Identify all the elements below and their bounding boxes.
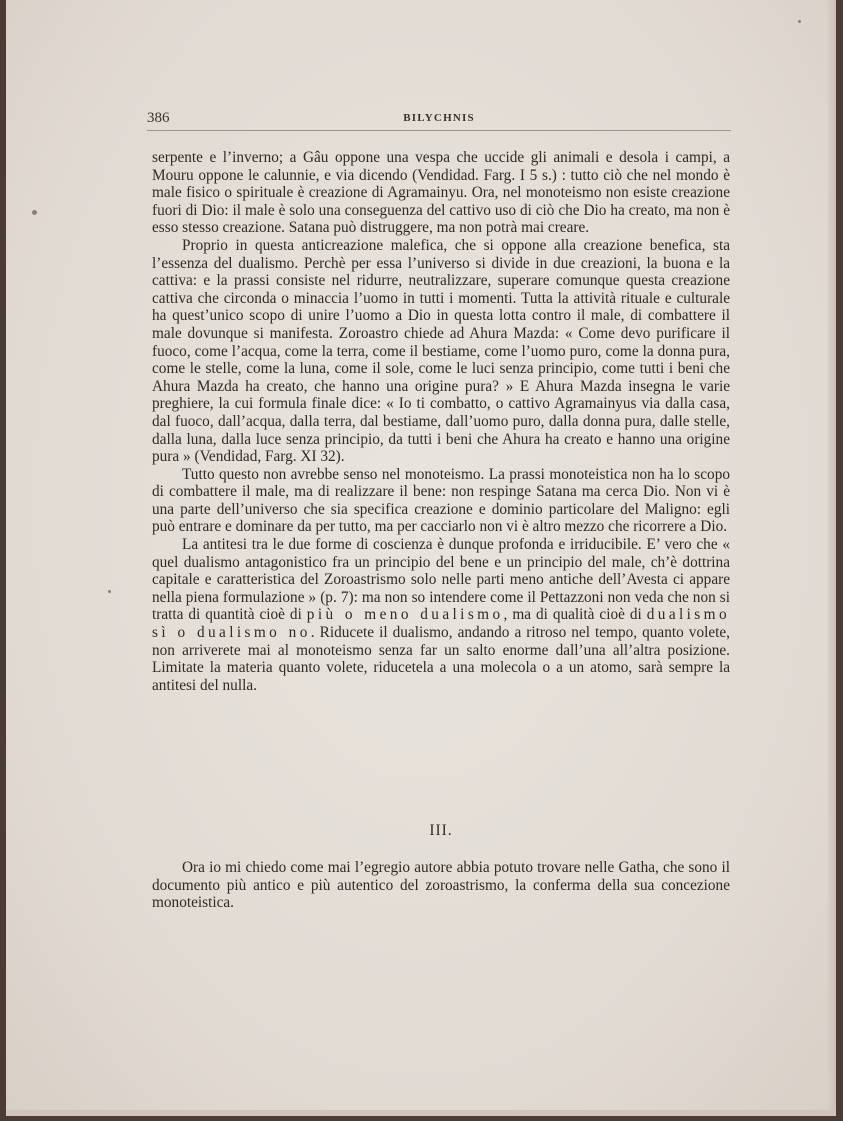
paragraph-4-text-b: , ma di qualità cioè di — [503, 606, 647, 624]
page-bottom-edge — [6, 1110, 836, 1116]
paragraph-4-text-c: . Riducete il dualismo, andando a ritroso nel tempo, quanto volete, non arriverete mai al monoteismo senza far un salto enorme dall’una all’altra posizione. Limitate la materia quanto volete, riducetela a una molecola o a un atomo, sarà sempre la antitesi del nulla. — [152, 624, 730, 694]
paragraph-2: Proprio in questa anticreazione malefica, che si oppone alla creazione benefica, sta l’essenza del dualismo. Perchè per essa l’universo si divide in due creazioni, la buona e la cattiva: e la prassi consiste nel ridurre, neutralizzare, superare comunque questa creazione cattiva che circonda o minaccia l’uomo in tutti i momenti. Tutta la attività rituale e culturale ha quest’unico scopo di unire l’uomo a Dio in questa lotta contro il male, di combattere il male dovunque si manifesta. Zoroastro chiede ad Ahura Mazda: « Come devo purificare il fuoco, come l’acqua, come la terra, come il bestiame, come l’uomo puro, come la donna pura, come le stelle, come la luna, come il sole, come le luci senza principio, come tutti i beni che Ahura Mazda ha creato, che hanno una origine pura? » E Ahura Mazda insegna le varie preghiere, la cui formula finale dice: « Io ti combatto, o cattivo Agramainyus via dalla casa, dal fuoco, dall’acqua, dalla terra, dal bestiame, dall’uomo puro, dalla donna pura, dalle stelle, dalla luna, dalla luce senza principio, da tutti i beni che Ahura ha creato e hanno una origine pura » (Vendidad, Farg. XI 32). — [152, 236, 730, 466]
page-edge — [828, 0, 836, 1116]
section-heading: III. — [429, 822, 453, 839]
section-body — [152, 859, 730, 912]
body-text — [152, 149, 730, 694]
page-header — [147, 110, 731, 131]
paragraph-4 — [152, 536, 730, 694]
paper-speck — [108, 590, 111, 593]
paper-speck — [798, 20, 801, 23]
emphasis-more-or-less-dualism: più o meno dualismo — [306, 606, 504, 624]
page-number: 386 — [147, 110, 170, 126]
book-page — [6, 0, 836, 1116]
emphasis-dualism-yes-or-no: dualismo sì o dualismo no — [152, 606, 731, 642]
section-paragraph: Ora io mi chiedo come mai l’egregio autore abbia potuto trovare nelle Gatha, che sono il documento più antico e più autentico del zoroastrismo, la conferma della sua concezione monoteistica. — [152, 859, 730, 912]
running-head: BILYCHNIS — [403, 112, 475, 124]
paper-speck — [32, 210, 37, 215]
paragraph-3: Tutto questo non avrebbe senso nel monoteismo. La prassi monoteistica non ha lo scopo di combattere il male, ma di realizzare il bene: non respinge Satana ma cerca Dio. Non vi è una parte dell’universo che sia specifica creazione e dominio particolare del Maligno: egli può entrare e dominare da per tutto, ma per cacciarlo non vi è altro mezzo che ricorrere a Dio. — [152, 465, 730, 536]
paragraph-4-text-a: La antitesi tra le due forme di coscienza è dunque profonda e irriducibile. E’ vero che « quel dualismo antagonistico fra un principio del bene e un principio del male, ch’è dottrina capitale e caratteristica del Zoroastrismo solo nelle parti meno antiche dell’Avesta ci appare nella piena formulazione » (p. 7): ma non so intendere come il Pettazzoni non veda che non si tratta di quantità cioè di — [152, 536, 730, 624]
paragraph-1: serpente e l’inverno; a Gâu oppone una vespa che uccide gli animali e desola i campi, a Mouru oppone le calunnie, e via dicendo (Vendidad. Farg. I 5 s.) : tutto ciò che nel mondo è male fisico o spirituale è creazione di Agramainyu. Ora, nel monoteismo non esiste creazione fuori di Dio: il male è solo una conseguenza del cattivo uso di ciò che Dio ha creato, ma non è esso stesso creazione. Satana può distruggere, ma non potrà mai creare. — [152, 149, 730, 237]
